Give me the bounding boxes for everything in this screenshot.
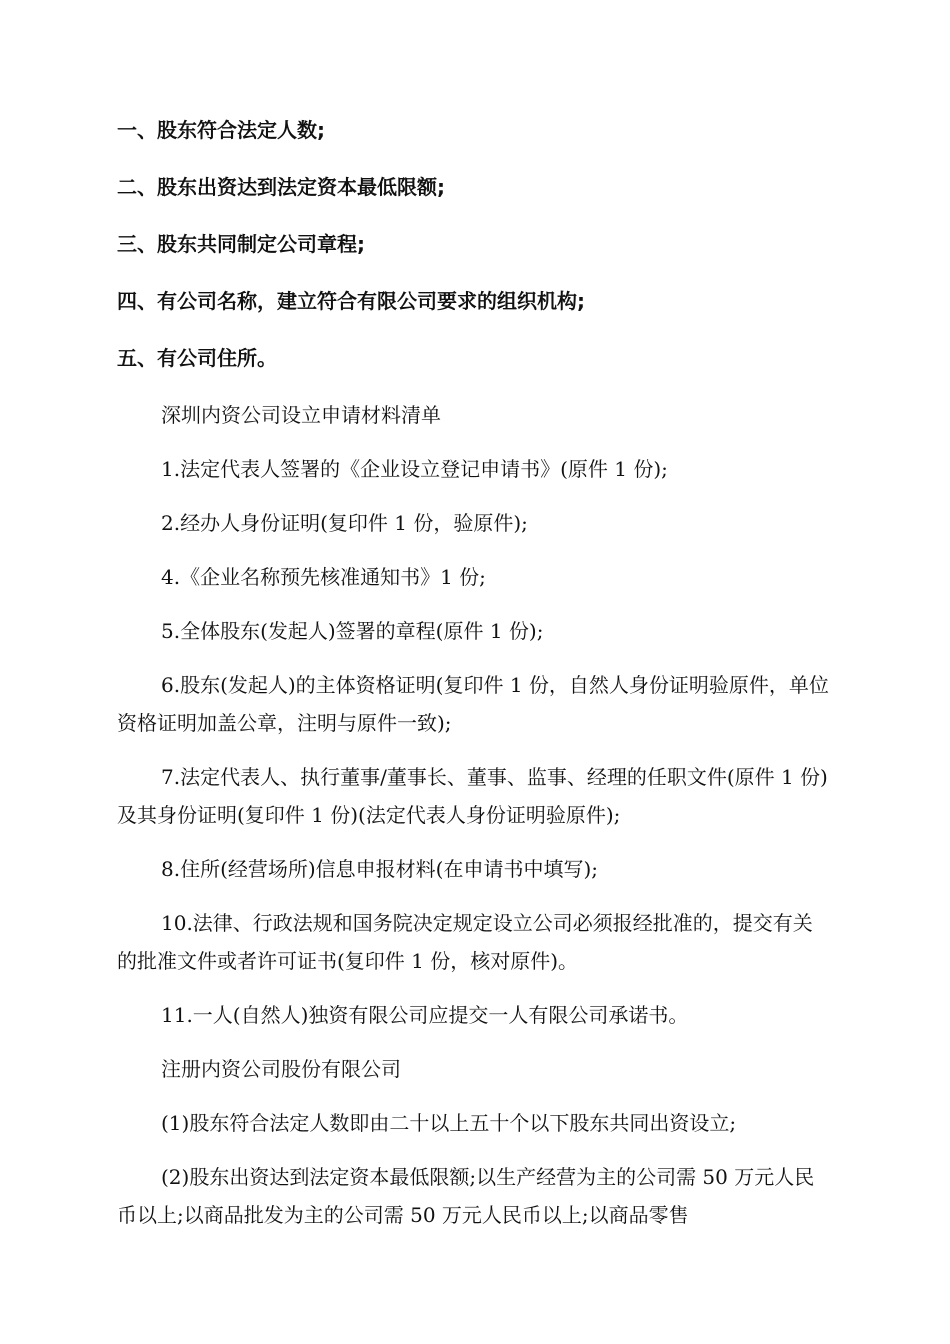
material-item-10: 10.法律、行政法规和国务院决定规定设立公司必须报经批准的，提交有关的批准文件或者许可证书(复印件 1 份，核对原件)。 xyxy=(117,911,813,973)
material-item-6: 6.股东(发起人)的主体资格证明(复印件 1 份，自然人身份证明验原件，单位资格证明加盖公章，注明与原件一致); xyxy=(117,673,829,735)
material-item-4: 4.《企业名称预先核准通知书》1 份; xyxy=(161,565,486,589)
condition-item-1: 一、股东符合法定人数; xyxy=(117,118,325,142)
section-heading-materials-list: 深圳内资公司设立申请材料清单 xyxy=(161,403,441,427)
section-heading-joint-stock: 注册内资公司股份有限公司 xyxy=(161,1057,401,1081)
material-item-2: 2.经办人身份证明(复印件 1 份，验原件); xyxy=(161,511,528,535)
requirement-item-1: (1)股东符合法定人数即由二十以上五十个以下股东共同出资设立; xyxy=(161,1111,737,1135)
material-item-8: 8.住所(经营场所)信息申报材料(在申请书中填写); xyxy=(161,857,599,881)
requirement-item-2: (2)股东出资达到法定资本最低限额;以生产经营为主的公司需 50 万元人民币以上;以商品批发为主的公司需 50 万元人民币以上;以商品零售 xyxy=(117,1165,815,1227)
document-body xyxy=(117,111,832,1250)
material-item-7: 7.法定代表人、执行董事/董事长、董事、监事、经理的任职文件(原件 1 份)及其身份证明(复印件 1 份)(法定代表人身份证明验原件); xyxy=(117,765,828,827)
condition-item-2: 二、股东出资达到法定资本最低限额; xyxy=(117,175,445,199)
material-item-5: 5.全体股东(发起人)签署的章程(原件 1 份); xyxy=(161,619,544,643)
material-item-1: 1.法定代表人签署的《企业设立登记申请书》(原件 1 份); xyxy=(161,457,668,481)
condition-item-3: 三、股东共同制定公司章程; xyxy=(117,232,365,256)
condition-item-4: 四、有公司名称，建立符合有限公司要求的组织机构; xyxy=(117,289,585,313)
condition-item-5: 五、有公司住所。 xyxy=(117,346,277,370)
material-item-11: 11.一人(自然人)独资有限公司应提交一人有限公司承诺书。 xyxy=(161,1003,689,1027)
